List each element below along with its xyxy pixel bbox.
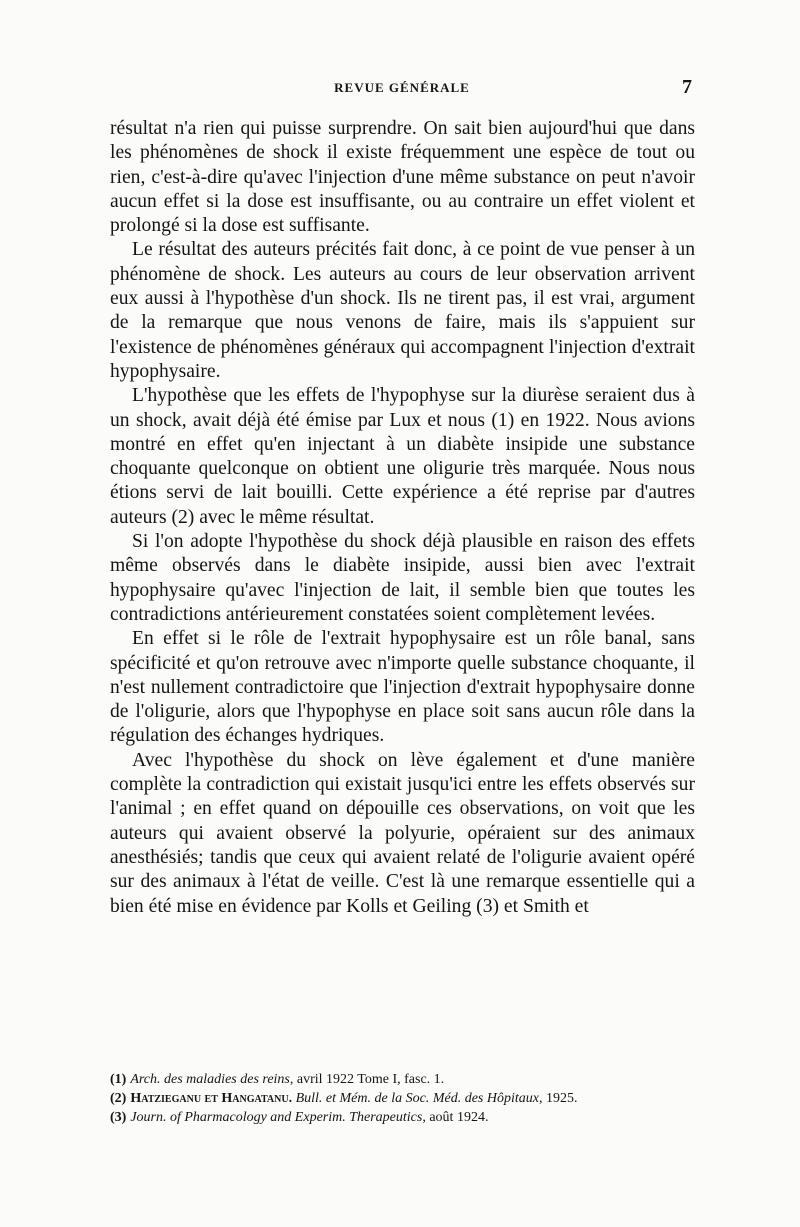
footnote-mark: (3) [110, 1110, 127, 1125]
running-head [112, 78, 692, 100]
paragraph: Avec l'hypothèse du shock on lève également et d'une manière complète la contradiction qui existait jusqu'ici entre les effets observés sur l'animal ; en effet quand on dépouille ces observations, on voit que les auteurs qui avaient observé la polyurie, opéraient sur des animaux anesthésiés; tandis que ceux qui avaient relaté de l'oligurie avaient opéré sur des animaux à l'état de veille. C'est là une remarque essentielle qui a bien été mise en évidence par Kolls et Geiling (3) et Smith et [110, 749, 695, 917]
footnote-details: , avril 1922 Tome I, fasc. 1. [289, 1072, 445, 1087]
footnote-source: Arch. des maladies des reins [130, 1072, 290, 1087]
footnote-authors: Hatzieganu et Hangatanu. [130, 1091, 293, 1106]
footnote-source: Bull. et Mém. de la Soc. Méd. des Hôpitaux [295, 1091, 539, 1106]
paragraph: En effet si le rôle de l'extrait hypophysaire est un rôle banal, sans spécificité et qu'on retrouve avec n'importe quelle substance choquante, il n'est nullement contradictoire que l'injection d'extrait hypophysaire donne de l'oligurie, alors que l'hypophyse en place soit sans aucun rôle dans la régulation des échanges hydriques. [110, 628, 695, 747]
footnote-1 [110, 1070, 695, 1089]
page-number: 7 [682, 76, 692, 98]
paragraph: Le résultat des auteurs précités fait donc, à ce point de vue penser à un phénomène de shock. Les auteurs au cours de leur observation arrivent eux aussi à l'hypothèse d'un shock. Ils ne tirent pas, il est vrai, argument de la remarque que nous venons de faire, mais ils s'appuient sur l'existence de phénomènes généraux qui accompagnent l'injection d'extrait hypophysaire. [110, 239, 695, 382]
footnote-source: Journ. of Pharmacology and Experim. Therapeutics [130, 1110, 423, 1125]
footnote-details: , août 1924. [422, 1110, 489, 1125]
footnotes [110, 1070, 695, 1127]
paragraph: L'hypothèse que les effets de l'hypophyse sur la diurèse seraient dus à un shock, avait déjà été émise par Lux et nous (1) en 1922. Nous avions montré en effet qu'en injectant à un diabète insipide une substance choquante quelconque on obtient une oligurie très marquée. Nous nous étions servi de lait bouilli. Cette expérience a été reprise par d'autres auteurs (2) avec le même résultat. [110, 385, 695, 528]
footnote-mark: (2) [110, 1091, 127, 1106]
footnote-2 [110, 1089, 695, 1108]
footnote-mark: (1) [110, 1072, 127, 1087]
paragraph: Si l'on adopte l'hypothèse du shock déjà plausible en raison des effets même observés dans le diabète insipide, aussi bien avec l'extrait hypophysaire qu'avec l'injection de lait, il semble bien que toutes les contradictions antérieurement constatées soient complètement levées. [110, 531, 695, 625]
paragraph-continued: résultat n'a rien qui puisse surprendre. On sait bien aujourd'hui que dans les phénomènes de shock il existe fréquemment une espèce de tout ou rien, c'est-à-dire qu'avec l'injection d'une même substance on peut n'avoir aucun effet si la dose est insuffisante, ou au contraire un effet violent et prolongé si la dose est suffisante. [110, 118, 695, 237]
running-title: REVUE GÉNÉRALE [334, 80, 470, 95]
footnote-details: , 1925. [538, 1091, 578, 1106]
footnote-3 [110, 1108, 695, 1127]
body-text [110, 117, 695, 919]
